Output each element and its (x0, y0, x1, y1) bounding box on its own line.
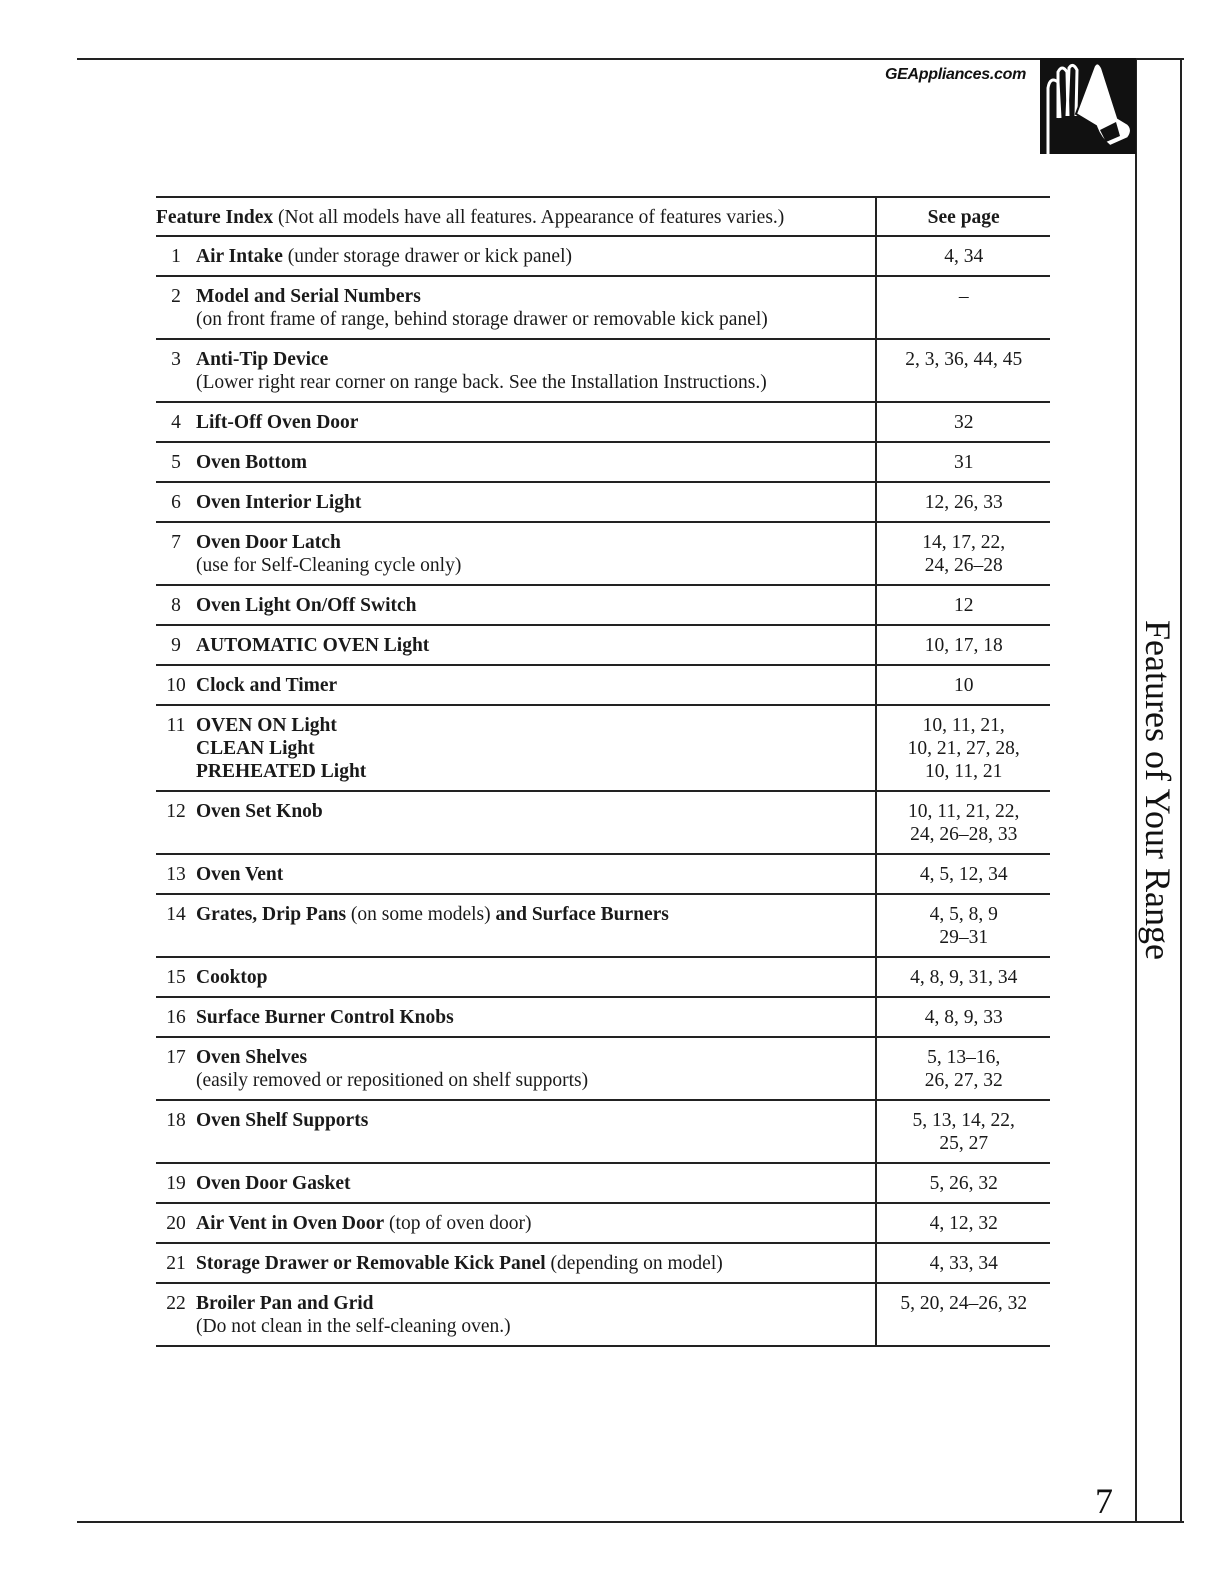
see-page-cell (876, 1203, 1050, 1243)
see-page-cell (876, 625, 1050, 665)
table-row (156, 1037, 1050, 1100)
page-reference: 4, 8, 9, 33 (924, 1007, 1003, 1028)
feature-description (196, 348, 875, 394)
feature-location-note: (easily removed or repositioned on shelf supports) (196, 1070, 589, 1091)
see-page-cell (876, 1283, 1050, 1346)
feature-description (196, 800, 875, 823)
feature-description (196, 285, 875, 331)
page-reference: 10 (953, 675, 974, 696)
feature-cell (156, 894, 876, 957)
table-row (156, 276, 1050, 339)
page-reference: 10, 11, 21 (925, 761, 1003, 782)
feature-location-note: (use for Self-Cleaning cycle only) (196, 555, 462, 576)
page-reference: 4, 12, 32 (929, 1213, 998, 1234)
site-url[interactable]: GEAppliances.com (884, 66, 1026, 83)
feature-cell (156, 854, 876, 894)
feature-description (196, 491, 875, 514)
page-reference: 12 (953, 595, 974, 616)
feature-title: AUTOMATIC OVEN Light (196, 635, 430, 656)
see-page-cell (876, 1163, 1050, 1203)
feature-title: Grates, Drip Pans (196, 904, 347, 925)
feature-cell (156, 1243, 876, 1283)
feature-cell (156, 276, 876, 339)
see-page-cell (876, 854, 1050, 894)
feature-number: 8 (171, 595, 181, 616)
feature-cell (156, 585, 876, 625)
feature-subtitle: CLEAN Light (196, 738, 315, 759)
feature-number: 4 (171, 412, 181, 433)
feature-cell (156, 442, 876, 482)
page-reference: 25, 27 (939, 1133, 989, 1154)
feature-description (196, 1109, 875, 1132)
see-page-cell (876, 522, 1050, 585)
see-page-cell (876, 482, 1050, 522)
feature-description (196, 531, 875, 577)
table-row (156, 339, 1050, 402)
page-reference: 4, 5, 12, 34 (919, 864, 1008, 885)
feature-description (196, 863, 875, 886)
feature-note: (depending on model) (545, 1253, 723, 1274)
feature-title: Lift-Off Oven Door (196, 412, 359, 433)
see-page-cell (876, 705, 1050, 791)
page-reference: 12, 26, 33 (924, 492, 1003, 513)
feature-cell (156, 705, 876, 791)
feature-number: 10 (166, 675, 186, 696)
feature-location-note: (Do not clean in the self-cleaning oven.) (196, 1316, 511, 1337)
feature-description (196, 594, 875, 617)
feature-title: Oven Interior Light (196, 492, 362, 513)
feature-cell (156, 625, 876, 665)
feature-number: 11 (166, 715, 186, 736)
feature-cell (156, 236, 876, 276)
table-row (156, 791, 1050, 854)
feature-number: 12 (166, 801, 186, 822)
feature-cell (156, 339, 876, 402)
see-page-header: See page (876, 197, 1050, 236)
feature-title: Anti-Tip Device (196, 349, 329, 370)
feature-title: OVEN ON Light (196, 715, 337, 736)
table-row (156, 482, 1050, 522)
feature-description (196, 411, 875, 434)
feature-location-note: (on front frame of range, behind storage drawer or removable kick panel) (196, 309, 768, 330)
feature-number: 13 (166, 864, 186, 885)
feature-cell (156, 1163, 876, 1203)
feature-description (196, 1252, 875, 1275)
page-reference: 10, 11, 21, (922, 715, 1005, 736)
feature-title: Oven Bottom (196, 452, 308, 473)
feature-title: Oven Shelves (196, 1047, 308, 1068)
page-reference: 29–31 (939, 927, 989, 948)
page-reference: 24, 26–28, 33 (910, 824, 1018, 845)
page-reference: 4, 33, 34 (929, 1253, 998, 1274)
see-page-cell (876, 1100, 1050, 1163)
feature-description (196, 903, 875, 926)
feature-note: (under storage drawer or kick panel) (282, 246, 572, 267)
feature-description (196, 1292, 875, 1338)
feature-title: Air Vent in Oven Door (196, 1213, 385, 1234)
hand-pointing-icon (1040, 58, 1136, 154)
feature-title: Oven Set Knob (196, 801, 323, 822)
feature-description (196, 674, 875, 697)
feature-title: Oven Shelf Supports (196, 1110, 369, 1131)
see-page-cell (876, 957, 1050, 997)
feature-title: Broiler Pan and Grid (196, 1293, 374, 1314)
feature-title: Oven Door Latch (196, 532, 341, 553)
feature-number: 5 (171, 452, 181, 473)
see-page-cell (876, 236, 1050, 276)
feature-title: Cooktop (196, 967, 268, 988)
page-reference: 5, 13, 14, 22, (912, 1110, 1015, 1131)
see-page-cell (876, 1037, 1050, 1100)
page-reference: 4, 8, 9, 31, 34 (910, 967, 1018, 988)
page-reference: 2, 3, 36, 44, 45 (905, 349, 1023, 370)
feature-cell (156, 1203, 876, 1243)
feature-cell (156, 1037, 876, 1100)
see-page-cell (876, 276, 1050, 339)
feature-number: 7 (171, 532, 181, 553)
feature-number: 3 (171, 349, 181, 370)
feature-note: (top of oven door) (384, 1213, 532, 1234)
see-page-cell (876, 894, 1050, 957)
feature-title: Oven Vent (196, 864, 284, 885)
see-page-cell (876, 442, 1050, 482)
feature-cell (156, 522, 876, 585)
feature-title: Oven Light On/Off Switch (196, 595, 417, 616)
table-header-row (156, 197, 1050, 236)
page-reference: 10, 21, 27, 28, (907, 738, 1020, 759)
table-row (156, 1100, 1050, 1163)
table-row (156, 997, 1050, 1037)
feature-description (196, 451, 875, 474)
feature-description (196, 1046, 875, 1092)
feature-cell (156, 997, 876, 1037)
feature-cell (156, 482, 876, 522)
see-page-cell (876, 1243, 1050, 1283)
feature-number: 2 (171, 286, 181, 307)
page-reference: 4, 5, 8, 9 (929, 904, 998, 925)
feature-title-tail: and Surface Burners (495, 904, 669, 925)
feature-cell (156, 1283, 876, 1346)
table-row (156, 585, 1050, 625)
feature-cell (156, 1100, 876, 1163)
feature-cell (156, 791, 876, 854)
feature-number: 21 (166, 1253, 186, 1274)
feature-number: 18 (166, 1110, 186, 1131)
feature-cell (156, 957, 876, 997)
table-row (156, 1163, 1050, 1203)
table-row (156, 665, 1050, 705)
feature-number: 9 (171, 635, 181, 656)
feature-title: Clock and Timer (196, 675, 338, 696)
see-page-cell (876, 585, 1050, 625)
top-rule (77, 58, 1184, 60)
page-reference: 24, 26–28 (924, 555, 1003, 576)
feature-number: 17 (166, 1047, 186, 1068)
page-reference: 10, 17, 18 (924, 635, 1003, 656)
table-row (156, 236, 1050, 276)
feature-description (196, 1006, 875, 1029)
feature-index-title: Feature Index (156, 207, 274, 228)
feature-title: Surface Burner Control Knobs (196, 1007, 454, 1028)
table-row (156, 894, 1050, 957)
page-reference: 5, 20, 24–26, 32 (900, 1293, 1028, 1314)
feature-subtitle: PREHEATED Light (196, 761, 367, 782)
feature-description (196, 245, 875, 268)
page-reference: 10, 11, 21, 22, (907, 801, 1020, 822)
page-reference: 14, 17, 22, (922, 532, 1006, 553)
feature-description (196, 966, 875, 989)
see-page-cell (876, 665, 1050, 705)
feature-index-note: (Not all models have all features. Appearance of features varies.) (273, 207, 785, 228)
feature-cell (156, 665, 876, 705)
table-row (156, 1203, 1050, 1243)
feature-description (196, 714, 875, 783)
feature-number: 16 (166, 1007, 186, 1028)
see-page-cell (876, 791, 1050, 854)
feature-description (196, 634, 875, 657)
feature-title: Air Intake (196, 246, 283, 267)
page-reference: 26, 27, 32 (924, 1070, 1003, 1091)
feature-note: (on some models) (346, 904, 496, 925)
table-row (156, 442, 1050, 482)
table-row (156, 854, 1050, 894)
feature-number: 6 (171, 492, 181, 513)
feature-description (196, 1212, 875, 1235)
feature-title: Oven Door Gasket (196, 1173, 351, 1194)
feature-title: Model and Serial Numbers (196, 286, 421, 307)
page-number: 7 (1095, 1481, 1113, 1521)
table-row (156, 705, 1050, 791)
side-tab-title: Features of Your Range (1138, 620, 1178, 960)
bottom-rule (77, 1521, 1184, 1523)
page-reference: 5, 13–16, (927, 1047, 1001, 1068)
page-reference: 32 (953, 412, 974, 433)
feature-description (196, 1172, 875, 1195)
table-row (156, 1283, 1050, 1346)
see-page-cell (876, 997, 1050, 1037)
page-reference: 4, 34 (944, 246, 984, 267)
table-row (156, 522, 1050, 585)
table-row (156, 957, 1050, 997)
table-row (156, 625, 1050, 665)
feature-number: 1 (171, 246, 181, 267)
page-reference: 31 (953, 452, 974, 473)
feature-number: 20 (166, 1213, 186, 1234)
feature-location-note: (Lower right rear corner on range back. See the Installation Instructions.) (196, 372, 767, 393)
see-page-cell (876, 402, 1050, 442)
feature-number: 14 (166, 904, 186, 925)
table-row (156, 1243, 1050, 1283)
feature-cell (156, 402, 876, 442)
feature-number: 19 (166, 1173, 186, 1194)
feature-title: Storage Drawer or Removable Kick Panel (196, 1253, 546, 1274)
feature-number: 15 (166, 967, 186, 988)
page-reference: – (958, 286, 969, 307)
feature-index-header (156, 197, 876, 236)
feature-number: 22 (166, 1293, 186, 1314)
page-reference: 5, 26, 32 (929, 1173, 998, 1194)
table-row (156, 402, 1050, 442)
feature-index-table (156, 196, 1050, 1347)
see-page-cell (876, 339, 1050, 402)
